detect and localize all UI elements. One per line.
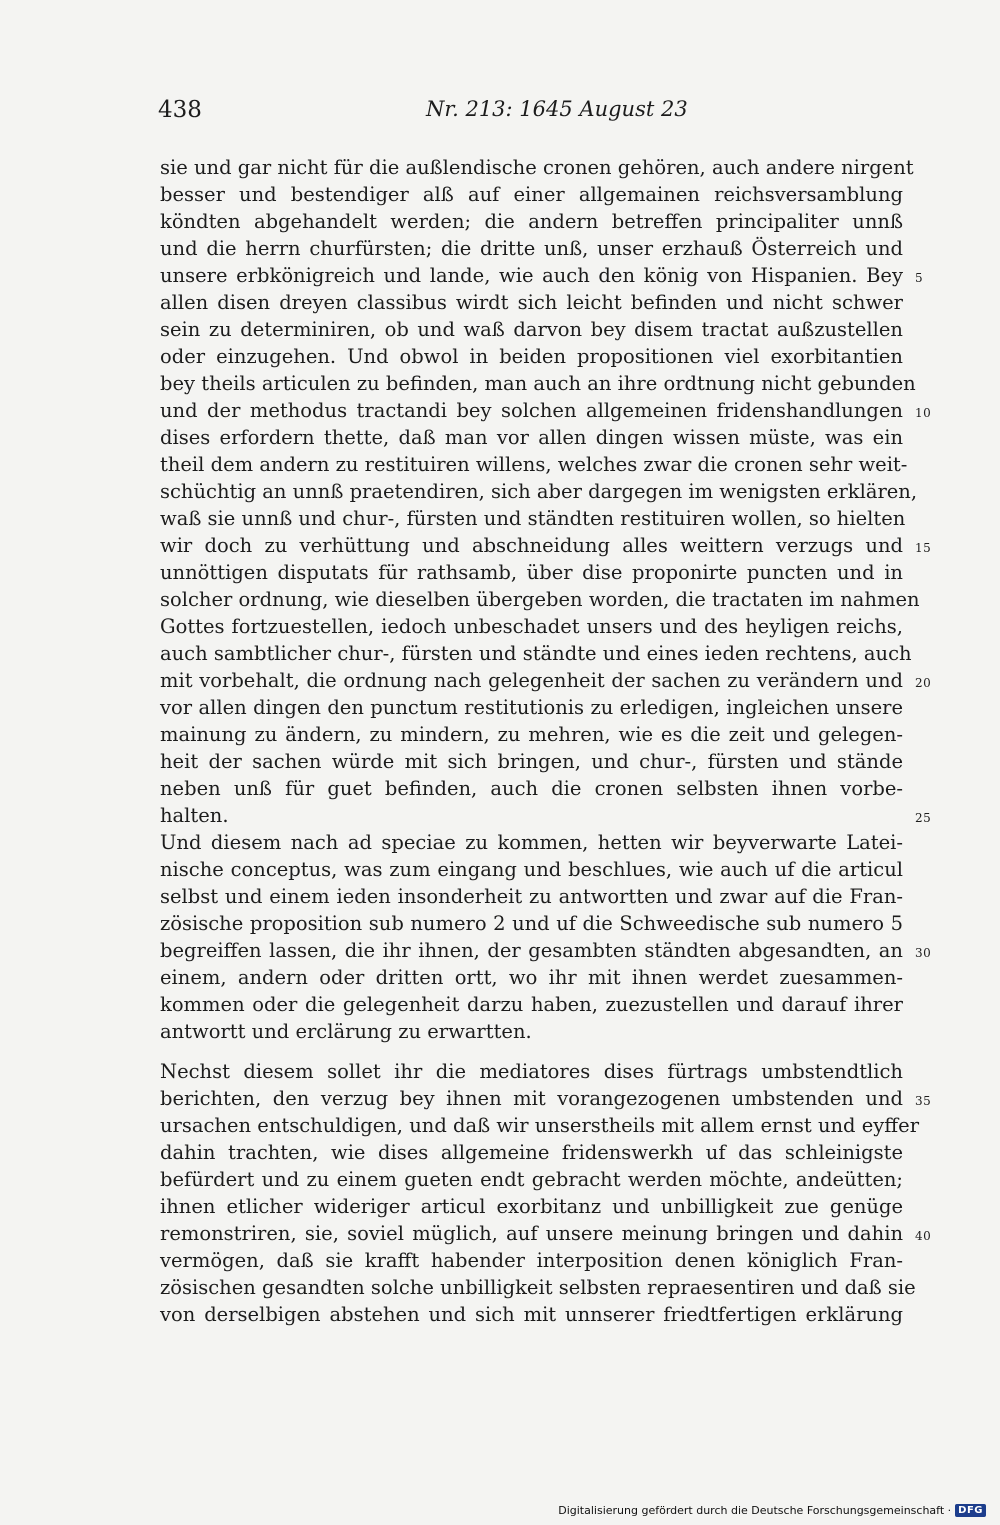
- line-text: theil dem andern zu restituiren willens, welches zwar die cronen sehr weit-: [160, 453, 908, 476]
- text-line: [160, 235, 903, 262]
- text-line: [160, 154, 914, 181]
- line-text: besser und bestendiger alß auf einer allgemainen reichsversamblung: [160, 183, 903, 206]
- page-header: [158, 97, 904, 131]
- text-line: [160, 451, 908, 478]
- line-text: unsere erbkönigreich und lande, wie auch den könig von Hispanien. Bey: [160, 264, 903, 287]
- text-line: [160, 937, 932, 964]
- line-text: zösischen gesandten solche unbilligkeit selbsten repraesentiren und daß sie: [160, 1276, 916, 1299]
- line-text: und die herrn churfürsten; die dritte unß, unser erzhauß Österreich und: [160, 237, 903, 260]
- line-text: von derselbigen abstehen und sich mit unnserer friedtfertigen erklärung: [160, 1303, 903, 1326]
- line-text: halten.: [160, 804, 229, 827]
- text-line: [160, 1018, 903, 1045]
- line-text: begreiffen lassen, die ihr ihnen, der gesambten ständten abgesandten, an: [160, 939, 903, 962]
- line-text: ihnen etlicher wideriger articul exorbitanz und unbilligkeit zue genüge: [160, 1195, 903, 1218]
- text-line: [160, 1301, 903, 1328]
- line-text: sein zu determiniren, ob und waß darvon bey disem tractat außzustellen: [160, 318, 903, 341]
- text-line: [160, 262, 924, 289]
- page-number: 438: [158, 97, 202, 123]
- paragraph-gap: [160, 1045, 903, 1058]
- text-line: [160, 775, 903, 802]
- text-line: [160, 397, 932, 424]
- text-line: [160, 289, 903, 316]
- text-line: [160, 208, 903, 235]
- text-line: [160, 694, 903, 721]
- line-text: nische conceptus, was zum eingang und beschlues, wie auch uf die articul: [160, 858, 903, 881]
- text-line: [160, 640, 912, 667]
- line-text: Und diesem nach ad speciae zu kommen, hetten wir beyverwarte Latei-: [160, 831, 903, 854]
- line-number: 40: [915, 1229, 932, 1243]
- text-line: [160, 721, 903, 748]
- line-text: remonstriren, sie, soviel müglich, auf unsere meinung bringen und dahin: [160, 1222, 903, 1245]
- line-text: einem, andern oder dritten ortt, wo ihr mit ihnen werdet zuesammen-: [160, 966, 903, 989]
- line-text: bey theils articulen zu befinden, man auch an ihre ordtnung nicht gebunden: [160, 372, 916, 395]
- line-number: 25: [915, 811, 932, 825]
- text-line: [160, 559, 903, 586]
- text-line: [160, 478, 918, 505]
- text-line: [160, 532, 932, 559]
- line-text: oder einzugehen. Und obwol in beiden propositionen viel exorbitantien: [160, 345, 903, 368]
- line-number: 10: [915, 406, 932, 420]
- line-number: 30: [915, 946, 932, 960]
- line-number: 35: [915, 1094, 932, 1108]
- running-title: Nr. 213: 1645 August 23: [426, 97, 688, 121]
- line-text: heit der sachen würde mit sich bringen, und chur-, fürsten und stände: [160, 750, 903, 773]
- text-line: [160, 1220, 932, 1247]
- line-number: 20: [915, 676, 932, 690]
- line-text: befürdert und zu einem gueten endt gebracht werden möchte, andeütten;: [160, 1168, 903, 1191]
- line-text: ursachen entschuldigen, und daß wir unserstheils mit allem ernst und eyffer: [160, 1114, 920, 1137]
- line-text: antwortt und erclärung zu erwartten.: [160, 1020, 532, 1043]
- digitization-credit: [558, 1504, 986, 1517]
- text-line: [160, 1139, 903, 1166]
- line-text: wir doch zu verhüttung und abschneidung alles weittern verzugs und: [160, 534, 903, 557]
- line-text: mit vorbehalt, die ordnung nach gelegenheit der sachen zu verändern und: [160, 669, 903, 692]
- text-line: [160, 991, 903, 1018]
- line-number: 5: [915, 271, 924, 285]
- text-line: [160, 910, 903, 937]
- line-text: köndten abgehandelt werden; die andern betreffen principaliter unnß: [160, 210, 903, 233]
- line-text: unnöttigen disputats für rathsamb, über dise proponirte puncten und in: [160, 561, 903, 584]
- line-text: dises erfordern thette, daß man vor allen dingen wissen müste, was ein: [160, 426, 903, 449]
- text-line: [160, 964, 903, 991]
- line-text: zösische proposition sub numero 2 und uf die Schweedische sub numero 5: [160, 912, 903, 935]
- text-line: [160, 1058, 903, 1085]
- line-text: mainung zu ändern, zu mindern, zu mehren, wie es die zeit und gelegen-: [160, 723, 903, 746]
- dfg-logo: DFG: [955, 1504, 986, 1517]
- line-text: auch sambtlicher chur-, fürsten und ständte und eines ieden rechtens, auch: [160, 642, 912, 665]
- text-line: [160, 181, 903, 208]
- line-text: waß sie unnß und chur-, fürsten und ständten restituiren wollen, so hielten: [160, 507, 906, 530]
- line-text: neben unß für guet befinden, auch die cronen selbsten ihnen vorbe-: [160, 777, 903, 800]
- line-text: vermögen, daß sie krafft habender interposition denen königlich Fran-: [160, 1249, 903, 1272]
- line-text: allen disen dreyen classibus wirdt sich leicht befinden und nicht schwer: [160, 291, 903, 314]
- text-line: [160, 667, 932, 694]
- text-line: [160, 1166, 903, 1193]
- line-text: selbst und einem ieden insonderheit zu antwortten und zwar auf die Fran-: [160, 885, 903, 908]
- text-line: [160, 748, 903, 775]
- text-line: [160, 1112, 920, 1139]
- text-line: [160, 343, 903, 370]
- text-line: [160, 370, 916, 397]
- line-text: Nechst diesem sollet ihr die mediatores dises fürtrags umbstendtlich: [160, 1060, 903, 1083]
- text-line: [160, 316, 903, 343]
- text-line: [160, 586, 920, 613]
- text-line: [160, 829, 903, 856]
- text-line: [160, 883, 903, 910]
- line-text: solcher ordnung, wie dieselben übergeben worden, die tractaten im nahmen: [160, 588, 920, 611]
- credit-text: Digitalisierung gefördert durch die Deutsche Forschungsgemeinschaft ·: [558, 1504, 952, 1517]
- line-text: vor allen dingen den punctum restitutionis zu erledigen, ingleichen unsere: [160, 696, 903, 719]
- text-line: [160, 1085, 932, 1112]
- text-line: [160, 424, 903, 451]
- line-text: sie und gar nicht für die außlendische cronen gehören, auch andere nirgent: [160, 156, 914, 179]
- text-line: [160, 505, 906, 532]
- line-text: schüchtig an unnß praetendiren, sich aber dargegen im wenigsten erklären,: [160, 480, 918, 503]
- line-text: und der methodus tractandi bey solchen allgemeinen fridenshandlungen: [160, 399, 903, 422]
- text-line: [160, 856, 903, 883]
- text-line: [160, 1247, 903, 1274]
- text-line: [160, 1274, 916, 1301]
- line-text: Gottes fortzuestellen, iedoch unbeschadet unsers und des heyligen reichs,: [160, 615, 903, 638]
- text-line: [160, 1193, 903, 1220]
- text-line: [160, 613, 903, 640]
- line-text: kommen oder die gelegenheit darzu haben, zuezustellen und darauf ihrer: [160, 993, 903, 1016]
- text-line: [160, 802, 932, 829]
- line-number: 15: [915, 541, 932, 555]
- line-text: dahin trachten, wie dises allgemeine fridenswerkh uf das schleinigste: [160, 1141, 903, 1164]
- body-text: [160, 154, 932, 1328]
- line-text: berichten, den verzug bey ihnen mit vorangezogenen umbstenden und: [160, 1087, 903, 1110]
